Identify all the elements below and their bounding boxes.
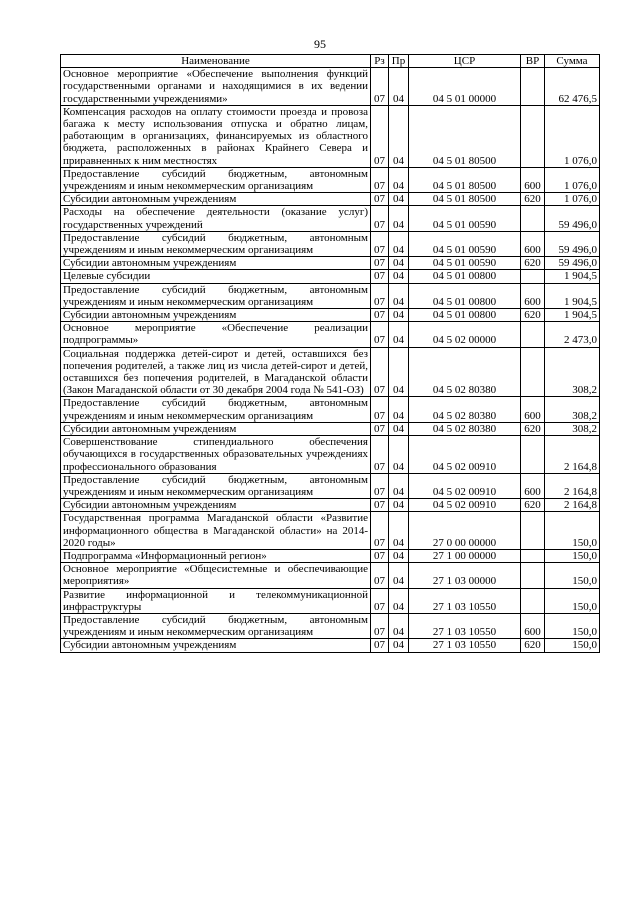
table-row <box>61 512 600 550</box>
cell-sum: 1 904,5 <box>545 283 600 308</box>
cell-sum: 1 904,5 <box>545 270 600 283</box>
cell-vr: 620 <box>521 309 545 322</box>
cell-pr: 04 <box>389 257 409 270</box>
cell-pr: 04 <box>389 309 409 322</box>
cell-csr: 04 5 01 00590 <box>409 257 521 270</box>
cell-sum: 150,0 <box>545 549 600 562</box>
cell-csr: 27 1 03 10550 <box>409 639 521 652</box>
cell-rz: 07 <box>371 512 389 550</box>
cell-rz: 07 <box>371 193 389 206</box>
cell-rz: 07 <box>371 549 389 562</box>
cell-csr: 27 1 03 10550 <box>409 613 521 638</box>
cell-name: Предоставление субсидий бюджетным, автономным учреждениям и иным некоммерческим организациям <box>61 167 371 192</box>
cell-name: Социальная поддержка детей-сирот и детей, оставшихся без попечения родителей, а также лиц из числа детей-сирот и детей, оставшихся без попечения родителей, в Магаданской области (Закон Магаданской области от 30 декабря 2004 года № 541-ОЗ) <box>61 347 371 397</box>
cell-sum: 1 076,0 <box>545 193 600 206</box>
table-row <box>61 347 600 397</box>
cell-sum: 150,0 <box>545 639 600 652</box>
cell-sum: 2 473,0 <box>545 322 600 347</box>
cell-pr: 04 <box>389 206 409 231</box>
cell-name: Подпрограмма «Информационный регион» <box>61 549 371 562</box>
cell-vr: 600 <box>521 613 545 638</box>
cell-rz: 07 <box>371 473 389 498</box>
cell-pr: 04 <box>389 512 409 550</box>
cell-vr: 600 <box>521 397 545 422</box>
table-row <box>61 563 600 588</box>
cell-csr: 04 5 01 00590 <box>409 206 521 231</box>
cell-vr: 620 <box>521 193 545 206</box>
cell-sum: 2 164,8 <box>545 436 600 474</box>
table-row <box>61 613 600 638</box>
cell-rz: 07 <box>371 436 389 474</box>
cell-name: Субсидии автономным учреждениям <box>61 193 371 206</box>
cell-vr <box>521 105 545 167</box>
cell-pr: 04 <box>389 422 409 435</box>
cell-csr: 04 5 02 00910 <box>409 473 521 498</box>
cell-rz: 07 <box>371 563 389 588</box>
table-row <box>61 397 600 422</box>
cell-name: Субсидии автономным учреждениям <box>61 422 371 435</box>
cell-vr: 600 <box>521 167 545 192</box>
cell-sum: 150,0 <box>545 563 600 588</box>
cell-pr: 04 <box>389 499 409 512</box>
cell-csr: 04 5 02 00910 <box>409 499 521 512</box>
header-vr: ВР <box>521 55 545 68</box>
table-row <box>61 499 600 512</box>
cell-csr: 04 5 01 80500 <box>409 167 521 192</box>
cell-rz: 07 <box>371 309 389 322</box>
cell-vr <box>521 270 545 283</box>
cell-vr: 620 <box>521 499 545 512</box>
cell-sum: 150,0 <box>545 588 600 613</box>
cell-sum: 59 496,0 <box>545 206 600 231</box>
cell-sum: 150,0 <box>545 512 600 550</box>
cell-rz: 07 <box>371 422 389 435</box>
cell-rz: 07 <box>371 347 389 397</box>
cell-csr: 04 5 01 00000 <box>409 68 521 106</box>
table-row <box>61 105 600 167</box>
cell-csr: 27 1 03 10550 <box>409 588 521 613</box>
cell-name: Развитие информационной и телекоммуникационной инфраструктуры <box>61 588 371 613</box>
table-row <box>61 436 600 474</box>
cell-vr: 620 <box>521 422 545 435</box>
cell-pr: 04 <box>389 473 409 498</box>
cell-pr: 04 <box>389 549 409 562</box>
cell-pr: 04 <box>389 639 409 652</box>
cell-name: Предоставление субсидий бюджетным, автономным учреждениям и иным некоммерческим организациям <box>61 283 371 308</box>
cell-csr: 04 5 01 00800 <box>409 270 521 283</box>
table-row <box>61 270 600 283</box>
table-row <box>61 193 600 206</box>
cell-sum: 59 496,0 <box>545 231 600 256</box>
table-row <box>61 639 600 652</box>
cell-name: Основное мероприятие «Обеспечение реализации подпрограммы» <box>61 322 371 347</box>
cell-pr: 04 <box>389 322 409 347</box>
cell-pr: 04 <box>389 397 409 422</box>
cell-csr: 04 5 02 00910 <box>409 436 521 474</box>
cell-pr: 04 <box>389 588 409 613</box>
cell-csr: 04 5 02 00000 <box>409 322 521 347</box>
cell-sum: 308,2 <box>545 347 600 397</box>
cell-name: Основное мероприятие «Обеспечение выполнения функций государственными органами и находящимися в их ведении государственными учреждениями» <box>61 68 371 106</box>
cell-csr: 27 1 00 00000 <box>409 549 521 562</box>
cell-pr: 04 <box>389 347 409 397</box>
cell-name: Субсидии автономным учреждениям <box>61 499 371 512</box>
cell-vr <box>521 68 545 106</box>
table-row <box>61 206 600 231</box>
cell-rz: 07 <box>371 231 389 256</box>
table-row <box>61 283 600 308</box>
cell-sum: 308,2 <box>545 397 600 422</box>
table-header-row <box>61 55 600 68</box>
cell-vr <box>521 347 545 397</box>
cell-sum: 2 164,8 <box>545 499 600 512</box>
cell-vr: 620 <box>521 639 545 652</box>
cell-rz: 07 <box>371 206 389 231</box>
table-row <box>61 322 600 347</box>
cell-sum: 150,0 <box>545 613 600 638</box>
cell-pr: 04 <box>389 105 409 167</box>
cell-rz: 07 <box>371 639 389 652</box>
cell-rz: 07 <box>371 283 389 308</box>
cell-name: Предоставление субсидий бюджетным, автономным учреждениям и иным некоммерческим организациям <box>61 231 371 256</box>
cell-rz: 07 <box>371 322 389 347</box>
cell-pr: 04 <box>389 283 409 308</box>
page-number: 95 <box>314 37 326 51</box>
cell-pr: 04 <box>389 563 409 588</box>
cell-vr: 600 <box>521 283 545 308</box>
cell-csr: 04 5 02 80380 <box>409 422 521 435</box>
cell-sum: 1 904,5 <box>545 309 600 322</box>
cell-rz: 07 <box>371 257 389 270</box>
header-sum: Сумма <box>545 55 600 68</box>
cell-vr <box>521 322 545 347</box>
cell-name: Субсидии автономным учреждениям <box>61 257 371 270</box>
table-row <box>61 588 600 613</box>
cell-vr <box>521 206 545 231</box>
header-csr: ЦСР <box>409 55 521 68</box>
cell-sum: 59 496,0 <box>545 257 600 270</box>
cell-csr: 04 5 01 00800 <box>409 309 521 322</box>
cell-vr <box>521 512 545 550</box>
cell-vr: 600 <box>521 231 545 256</box>
cell-sum: 1 076,0 <box>545 167 600 192</box>
cell-rz: 07 <box>371 270 389 283</box>
cell-csr: 04 5 02 80380 <box>409 347 521 397</box>
cell-sum: 308,2 <box>545 422 600 435</box>
cell-rz: 07 <box>371 397 389 422</box>
cell-name: Целевые субсидии <box>61 270 371 283</box>
cell-rz: 07 <box>371 105 389 167</box>
cell-vr: 600 <box>521 473 545 498</box>
table-row <box>61 231 600 256</box>
cell-csr: 04 5 01 80500 <box>409 105 521 167</box>
cell-rz: 07 <box>371 588 389 613</box>
cell-pr: 04 <box>389 193 409 206</box>
cell-name: Компенсация расходов на оплату стоимости проезда и провоза багажа к месту использования отпуска и обратно лицам, работающим в организациях, финансируемых из областного бюджета, расположенных в районах Крайнего Севера и приравненных к ним местностях <box>61 105 371 167</box>
cell-csr: 04 5 02 80380 <box>409 397 521 422</box>
cell-name: Основное мероприятие «Общесистемные и обеспечивающие мероприятия» <box>61 563 371 588</box>
cell-rz: 07 <box>371 68 389 106</box>
cell-csr: 04 5 01 00800 <box>409 283 521 308</box>
cell-sum: 2 164,8 <box>545 473 600 498</box>
cell-csr: 27 0 00 00000 <box>409 512 521 550</box>
cell-name: Расходы на обеспечение деятельности (оказание услуг) государственных учреждений <box>61 206 371 231</box>
cell-csr: 04 5 01 80500 <box>409 193 521 206</box>
cell-pr: 04 <box>389 436 409 474</box>
cell-pr: 04 <box>389 613 409 638</box>
cell-csr: 27 1 03 00000 <box>409 563 521 588</box>
cell-pr: 04 <box>389 167 409 192</box>
cell-vr <box>521 588 545 613</box>
table-row <box>61 309 600 322</box>
cell-vr: 620 <box>521 257 545 270</box>
cell-rz: 07 <box>371 613 389 638</box>
cell-rz: 07 <box>371 499 389 512</box>
budget-table <box>60 54 600 653</box>
table-body <box>61 68 600 652</box>
cell-name: Предоставление субсидий бюджетным, автономным учреждениям и иным некоммерческим организациям <box>61 397 371 422</box>
cell-vr <box>521 549 545 562</box>
cell-name: Субсидии автономным учреждениям <box>61 309 371 322</box>
cell-pr: 04 <box>389 231 409 256</box>
table-row <box>61 257 600 270</box>
cell-name: Государственная программа Магаданской области «Развитие информационного общества в Магаданской области» на 2014-2020 годы» <box>61 512 371 550</box>
header-pr: Пр <box>389 55 409 68</box>
cell-name: Предоставление субсидий бюджетным, автономным учреждениям и иным некоммерческим организациям <box>61 473 371 498</box>
table-row <box>61 167 600 192</box>
cell-pr: 04 <box>389 68 409 106</box>
cell-pr: 04 <box>389 270 409 283</box>
table-row <box>61 549 600 562</box>
header-name: Наименование <box>61 55 371 68</box>
table-row <box>61 422 600 435</box>
cell-name: Предоставление субсидий бюджетным, автономным учреждениям и иным некоммерческим организациям <box>61 613 371 638</box>
cell-vr <box>521 436 545 474</box>
cell-sum: 62 476,5 <box>545 68 600 106</box>
table-row <box>61 68 600 106</box>
cell-csr: 04 5 01 00590 <box>409 231 521 256</box>
cell-sum: 1 076,0 <box>545 105 600 167</box>
cell-rz: 07 <box>371 167 389 192</box>
table-row <box>61 473 600 498</box>
cell-vr <box>521 563 545 588</box>
cell-name: Совершенствование стипендиального обеспечения обучающихся в государственных образовательных учреждениях профессионального образования <box>61 436 371 474</box>
cell-name: Субсидии автономным учреждениям <box>61 639 371 652</box>
header-rz: Рз <box>371 55 389 68</box>
